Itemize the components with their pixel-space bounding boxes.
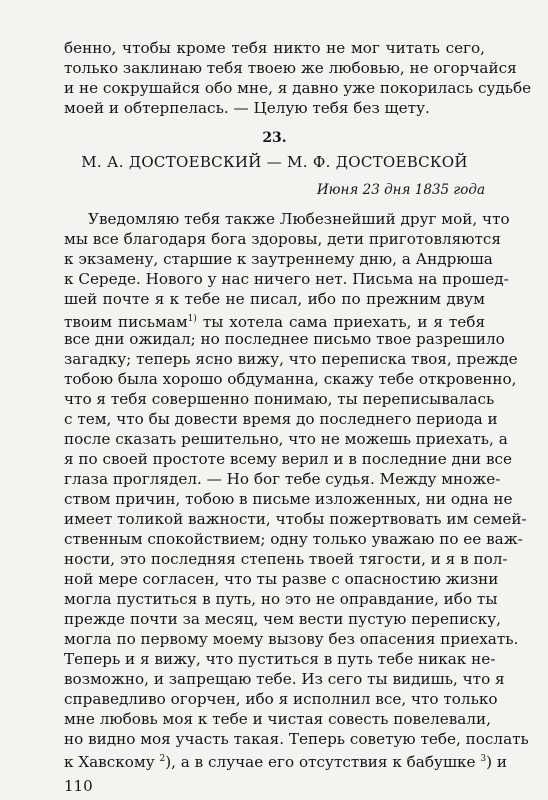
text-line: но видно моя участь такая. Теперь советую тебе, послать	[64, 730, 529, 748]
letter-number: 23.	[262, 130, 287, 146]
letter-title: М. А. ДОСТОЕВСКИЙ — М. Ф. ДОСТОЕВСКОЙ	[81, 153, 468, 171]
footnote-marker: 2	[159, 754, 166, 764]
text-segment: к Хавскому	[64, 753, 155, 772]
text-line: загадку; теперь ясно вижу, что переписка твоя, прежде	[64, 350, 518, 368]
text-segment: ) и	[486, 753, 507, 772]
text-line: ством причин, тобою в письме изложенных, ни одна не	[64, 490, 513, 508]
text-line: все дни ожидал; но последнее письмо твое разрешило	[64, 330, 505, 348]
text-line: моей и обтерпелась. — Целую тебя без щету.	[64, 99, 430, 117]
text-line: могла по первому моему вызову без опасения приехать.	[64, 630, 519, 648]
text-segment: ты хотела сама приехать, и я тебя	[202, 313, 486, 332]
text-line: что я тебя совершенно понимаю, ты переписывалась	[64, 390, 495, 408]
text-line: тобою была хорошо обдуманна, скажу тебе откровенно,	[64, 370, 517, 388]
text-line: бенно, чтобы кроме тебя никто не мог читать сего,	[64, 39, 485, 57]
letter-date: Июня 23 дня 1835 года	[316, 182, 485, 198]
text-line: с тем, что бы довести время до последнего периода и	[64, 410, 498, 428]
text-line: возможно, и запрещаю тебе. Из сего ты видишь, что я	[64, 670, 505, 688]
text-line: справедливо огорчен, ибо я исполнил все, что только	[64, 690, 498, 708]
text-line: и не сокрушайся обо мне, я давно уже покорилась судьбе	[64, 79, 532, 97]
page-number: 110	[64, 777, 93, 795]
text-line: Уведомляю тебя также Любезнейший друг мой, что	[88, 210, 510, 228]
text-line: после сказать решительно, что не можешь приехать, а	[64, 430, 508, 448]
text-segment: твоим письмам	[64, 313, 188, 332]
text-line: только заклинаю тебя твоею же любовью, не огорчайся	[64, 59, 517, 77]
text-line: Теперь и я вижу, что пуститься в путь тебе никак не-	[64, 650, 496, 668]
footnote-marker: 1)	[187, 314, 197, 324]
text-line: ственным спокойствием; одну только уважаю по ее важ-	[64, 530, 523, 548]
text-line: к Середе. Нового у нас ничего нет. Письма на прошед-	[64, 270, 509, 288]
text-line	[64, 749, 507, 772]
text-line: могла пуститься в путь, но это не оправдание, ибо ты	[64, 590, 498, 608]
text-line: имеет толикой важности, чтобы пожертвовать им семей-	[64, 510, 527, 528]
text-line: мы все благодаря бога здоровы, дети приготовляются	[64, 230, 501, 248]
text-line: ной мере согласен, что ты разве с опасностию жизни	[64, 570, 499, 588]
text-line: мне любовь моя к тебе и чистая совесть повелевали,	[64, 710, 491, 728]
text-segment: ), а в случае его отсутствия к бабушке	[165, 753, 476, 772]
text-line: ности, это последняя степень твоей тягости, и я в пол-	[64, 550, 508, 568]
text-line: к экзамену, старшие к заутреннему дню, а Андрюша	[64, 250, 493, 268]
text-line: глаза проглядел. — Но бог тебе судья. Между множе-	[64, 470, 501, 488]
text-line: шей почте я к тебе не писал, ибо по прежним двум	[64, 290, 485, 308]
footnote-marker: 3	[480, 754, 487, 764]
text-line: я по своей простоте всему верил и в последние дни все	[64, 450, 512, 468]
text-line: прежде почти за месяц, чем вести пустую переписку,	[64, 610, 501, 628]
